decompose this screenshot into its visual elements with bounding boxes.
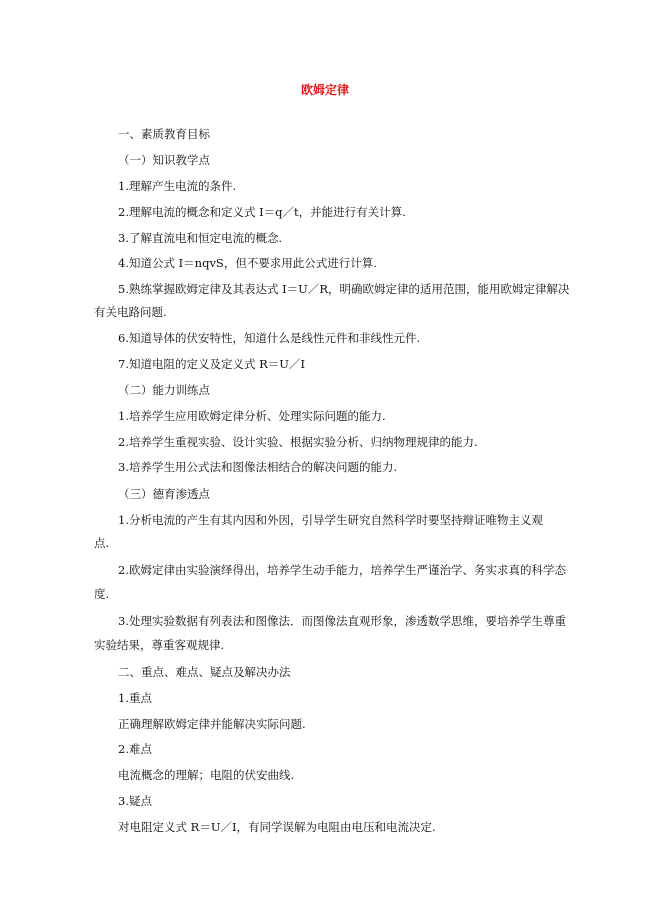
list-item-continuation: 有关电路问题. bbox=[94, 305, 167, 319]
paragraph: 电流概念的理解；电阻的伏安曲线. bbox=[118, 768, 295, 782]
list-item: 1.理解产生电流的条件. bbox=[118, 179, 237, 193]
list-item: 2.欧姆定律由实验演绎得出，培养学生动手能力，培养学生严谨治学、务实求真的科学态 bbox=[118, 563, 566, 577]
list-item: 3.培养学生用公式法和图像法相结合的解决问题的能力. bbox=[118, 460, 398, 474]
list-item: 5.熟练掌握欧姆定律及其表达式 I＝U／R，明确欧姆定律的适用范围，能用欧姆定律解决 bbox=[118, 282, 570, 296]
paragraph: 对电阻定义式 R＝U／I，有同学误解为电阻由电压和电流决定. bbox=[118, 820, 436, 834]
paragraph: 正确理解欧姆定律并能解决实际问题. bbox=[118, 717, 306, 731]
section-heading-2: 二、重点、难点、疑点及解决办法 bbox=[118, 665, 291, 679]
document-title: 欧姆定律 bbox=[300, 83, 349, 97]
list-item: 1.培养学生应用欧姆定律分析、处理实际问题的能力. bbox=[118, 409, 386, 423]
list-item: 1.分析电流的产生有其内因和外因，引导学生研究自然科学时要坚持辩证唯物主义观 bbox=[118, 513, 543, 527]
subsection-heading-2: （二）能力训练点 bbox=[118, 383, 210, 397]
list-item: 2.难点 bbox=[118, 742, 152, 756]
list-item-continuation: 点. bbox=[94, 536, 110, 550]
list-item: 1.重点 bbox=[118, 691, 152, 705]
subsection-heading-3: （三）德育渗透点 bbox=[118, 487, 210, 501]
list-item: 3.处理实验数据有列表法和图像法．而图像法直观形象，渗透数学思维，要培养学生尊重 bbox=[118, 614, 566, 628]
list-item: 7.知道电阻的定义及定义式 R＝U／I bbox=[118, 357, 306, 371]
list-item-continuation: 度. bbox=[94, 587, 110, 601]
subsection-heading-1: （一）知识教学点 bbox=[118, 153, 210, 167]
list-item: 2.培养学生重视实验、设计实验、根据实验分析、归纳物理规律的能力. bbox=[118, 435, 478, 449]
list-item: 3.了解直流电和恒定电流的概念. bbox=[118, 231, 283, 245]
list-item-continuation: 实验结果，尊重客观规律. bbox=[94, 638, 225, 652]
list-item: 6.知道导体的伏安特性，知道什么是线性元件和非线性元件. bbox=[118, 331, 421, 345]
list-item: 4.知道公式 I＝nqvS，但不要求用此公式进行计算. bbox=[118, 256, 377, 270]
list-item: 2.理解电流的概念和定义式 I＝q／t，并能进行有关计算. bbox=[118, 205, 406, 219]
list-item: 3.疑点 bbox=[118, 794, 152, 808]
section-heading-1: 一、素质教育目标 bbox=[118, 127, 210, 141]
